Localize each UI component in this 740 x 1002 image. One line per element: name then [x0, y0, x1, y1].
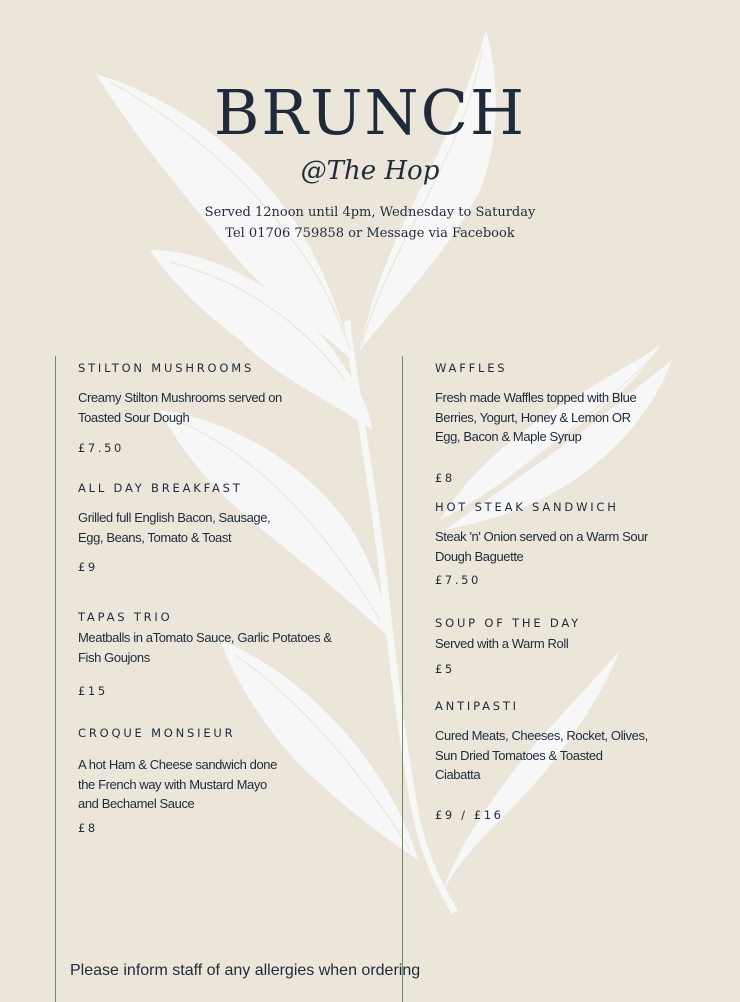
- item-name: ALL DAY BREAKFAST: [78, 481, 243, 495]
- item-price: £9 / £16: [435, 808, 504, 822]
- menu-item: [78, 361, 368, 455]
- item-price: £15: [78, 684, 108, 698]
- item-description: Creamy Stilton Mushrooms served on Toasted Sour Dough: [78, 390, 282, 425]
- item-description: Meatballs in aTomato Sauce, Garlic Potatoes & Fish Goujons: [78, 630, 332, 665]
- item-description: Served with a Warm Roll: [435, 636, 569, 651]
- item-description: Fresh made Waffles topped with Blue Berries, Yogurt, Honey & Lemon OR Egg, Bacon & Maple Syrup: [435, 390, 637, 444]
- allergy-note: Please inform staff of any allergies when ordering: [70, 962, 421, 979]
- menu-item: [78, 726, 368, 835]
- service-info: [0, 202, 740, 244]
- left-divider: [55, 356, 56, 1002]
- item-name: WAFFLES: [435, 361, 508, 375]
- item-price: £8: [78, 821, 98, 835]
- item-name: CROQUE MONSIEUR: [78, 726, 236, 740]
- item-price: £7.50: [78, 441, 124, 455]
- item-name: TAPAS TRIO: [78, 610, 173, 624]
- item-name: ANTIPASTI: [435, 699, 519, 713]
- item-price: £5: [435, 662, 455, 676]
- item-price: £9: [78, 560, 98, 574]
- menu-item: [435, 361, 725, 485]
- menu-item: [435, 616, 725, 676]
- item-name: SOUP OF THE DAY: [435, 616, 581, 630]
- item-description: Cured Meats, Cheeses, Rocket, Olives, Sun Dried Tomatoes & Toasted Ciabatta: [435, 728, 648, 782]
- menu-item: [435, 500, 725, 587]
- menu-item: [78, 610, 368, 698]
- item-price: £8: [435, 471, 455, 485]
- service-hours: Served 12noon until 4pm, Wednesday to Saturday: [204, 205, 536, 220]
- contact-info: Tel 01706 759858 or Message via Facebook: [225, 226, 515, 241]
- menu-item: [435, 699, 725, 822]
- item-description: Steak 'n' Onion served on a Warm Sour Dough Baguette: [435, 529, 648, 564]
- menu-title: BRUNCH: [213, 76, 527, 149]
- menu-item: [78, 481, 368, 574]
- menu-header: [0, 76, 740, 244]
- item-description: A hot Ham & Cheese sandwich done the French way with Mustard Mayo and Bechamel Sauce: [78, 757, 277, 811]
- venue-subtitle: @The Hop: [300, 156, 440, 186]
- center-divider: [402, 356, 403, 1002]
- item-name: HOT STEAK SANDWICH: [435, 500, 619, 514]
- item-price: £7.50: [435, 573, 481, 587]
- item-description: Grilled full English Bacon, Sausage, Egg, Beans, Tomato & Toast: [78, 510, 271, 545]
- item-name: STILTON MUSHROOMS: [78, 361, 255, 375]
